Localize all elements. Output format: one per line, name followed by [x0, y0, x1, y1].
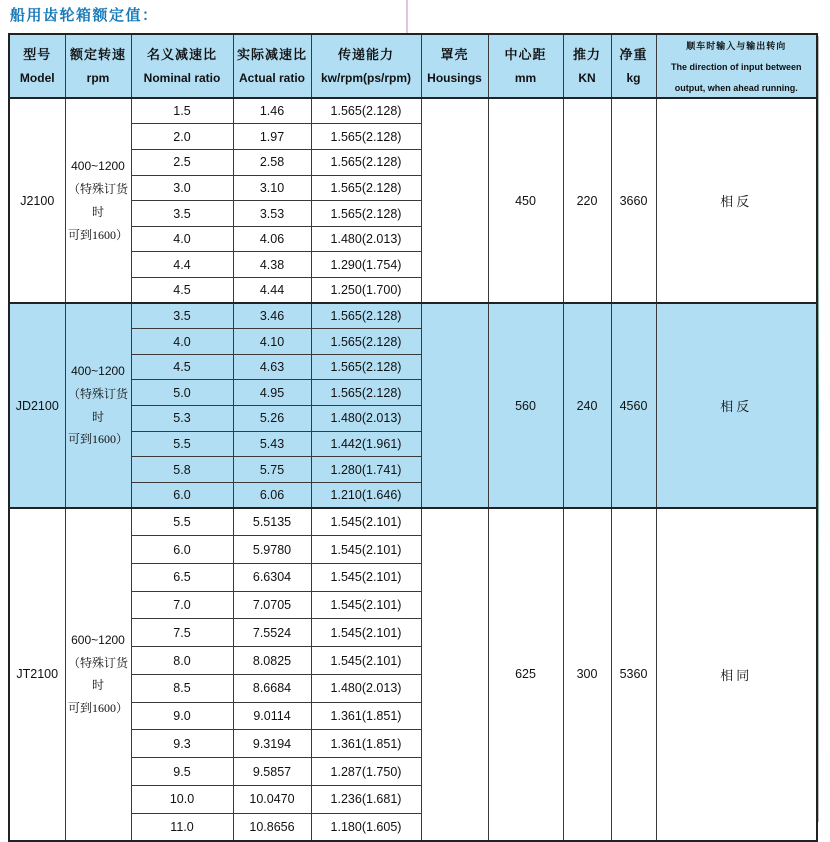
actual-cell: 10.0470	[233, 785, 311, 813]
actual-cell: 7.0705	[233, 591, 311, 619]
capacity-cell: 1.565(2.128)	[311, 124, 421, 150]
header-center-distance-zh: 中心距	[504, 47, 547, 62]
nominal-cell: 8.5	[131, 674, 233, 702]
nominal-cell: 9.5	[131, 758, 233, 786]
nominal-cell: 5.0	[131, 380, 233, 406]
rpm-line: （特殊订货时	[67, 386, 128, 424]
thrust-cell: 300	[563, 508, 611, 841]
rpm-line: 可到1600）	[67, 701, 128, 716]
rpm-line: 可到1600）	[67, 227, 128, 242]
group-jd2100	[9, 303, 817, 508]
header-nominal-ratio	[131, 34, 233, 98]
actual-cell: 4.38	[233, 252, 311, 278]
header-model	[9, 34, 65, 98]
group-j2100	[9, 98, 817, 303]
nominal-cell: 7.0	[131, 591, 233, 619]
nominal-cell: 2.0	[131, 124, 233, 150]
nominal-cell: 3.0	[131, 175, 233, 201]
header-thrust-zh: 推力	[572, 47, 601, 62]
nominal-cell: 5.8	[131, 457, 233, 483]
header-actual-ratio	[233, 34, 311, 98]
rpm-line: 400~1200	[71, 159, 125, 174]
table-row	[9, 508, 817, 536]
capacity-cell: 1.480(2.013)	[311, 226, 421, 252]
header-thrust	[563, 34, 611, 98]
nominal-cell: 8.0	[131, 647, 233, 675]
housings-cell	[421, 508, 488, 841]
actual-cell: 1.97	[233, 124, 311, 150]
header-direction-en-line2: output, when ahead running.	[674, 82, 798, 93]
header-model-zh: 型号	[23, 47, 52, 62]
nominal-cell: 5.5	[131, 431, 233, 457]
header-housings	[421, 34, 488, 98]
capacity-cell: 1.545(2.101)	[311, 647, 421, 675]
actual-cell: 4.63	[233, 354, 311, 380]
nominal-cell: 3.5	[131, 201, 233, 227]
actual-cell: 10.8656	[233, 813, 311, 841]
actual-cell: 4.44	[233, 278, 311, 304]
weight-cell: 4560	[611, 303, 656, 508]
actual-cell: 5.9780	[233, 536, 311, 564]
actual-cell: 4.95	[233, 380, 311, 406]
nominal-cell: 6.5	[131, 563, 233, 591]
nominal-cell: 10.0	[131, 785, 233, 813]
actual-cell: 6.6304	[233, 563, 311, 591]
header-capacity-zh: 传递能力	[337, 47, 394, 62]
rpm-line: 400~1200	[71, 363, 125, 378]
rated-speed-cell	[65, 508, 131, 841]
header-model-en: Model	[19, 71, 55, 86]
direction-cell: 相反	[656, 98, 817, 303]
header-actual-ratio-zh: 实际减速比	[236, 47, 307, 62]
rated-speed-cell	[65, 303, 131, 508]
direction-cell: 相同	[656, 508, 817, 841]
header-thrust-en: KN	[578, 71, 596, 86]
capacity-cell: 1.565(2.128)	[311, 201, 421, 227]
rpm-line: 可到1600）	[67, 432, 128, 447]
actual-cell: 6.06	[233, 482, 311, 508]
capacity-cell: 1.236(1.681)	[311, 785, 421, 813]
actual-cell: 5.5135	[233, 508, 311, 536]
actual-cell: 3.10	[233, 175, 311, 201]
capacity-cell: 1.565(2.128)	[311, 98, 421, 124]
capacity-cell: 1.565(2.128)	[311, 175, 421, 201]
actual-cell: 2.58	[233, 150, 311, 176]
actual-cell: 3.53	[233, 201, 311, 227]
thrust-cell: 220	[563, 98, 611, 303]
header-capacity	[311, 34, 421, 98]
capacity-cell: 1.565(2.128)	[311, 150, 421, 176]
table-row	[9, 98, 817, 124]
nominal-cell: 4.0	[131, 329, 233, 355]
actual-cell: 9.3194	[233, 730, 311, 758]
header-housings-zh: 罩壳	[440, 47, 469, 62]
actual-cell: 1.46	[233, 98, 311, 124]
capacity-cell: 1.480(2.013)	[311, 674, 421, 702]
header-capacity-en: kw/rpm(ps/rpm)	[320, 71, 411, 86]
capacity-cell: 1.442(1.961)	[311, 431, 421, 457]
capacity-cell: 1.565(2.128)	[311, 303, 421, 329]
capacity-cell: 1.545(2.101)	[311, 536, 421, 564]
nominal-cell: 5.3	[131, 406, 233, 432]
actual-cell: 4.06	[233, 226, 311, 252]
capacity-cell: 1.545(2.101)	[311, 591, 421, 619]
housings-cell	[421, 303, 488, 508]
header-direction-en-line1: The direction of input between	[671, 61, 802, 72]
nominal-cell: 2.5	[131, 150, 233, 176]
header-direction-zh: 顺车时输入与输出转向	[686, 41, 787, 51]
header-row	[9, 34, 817, 98]
nominal-cell: 1.5	[131, 98, 233, 124]
group-jt2100	[9, 508, 817, 841]
table-row	[9, 303, 817, 329]
actual-cell: 9.0114	[233, 702, 311, 730]
table-header	[9, 34, 817, 98]
header-rated-speed-en: rpm	[86, 71, 110, 86]
capacity-cell: 1.565(2.128)	[311, 354, 421, 380]
nominal-cell: 6.0	[131, 536, 233, 564]
header-rated-speed	[65, 34, 131, 98]
nominal-cell: 4.4	[131, 252, 233, 278]
capacity-cell: 1.180(1.605)	[311, 813, 421, 841]
actual-cell: 5.43	[233, 431, 311, 457]
capacity-cell: 1.361(1.851)	[311, 702, 421, 730]
nominal-cell: 9.0	[131, 702, 233, 730]
gearbox-ratings-table	[8, 33, 818, 842]
nominal-cell: 5.5	[131, 508, 233, 536]
rpm-line: （特殊订货时	[67, 655, 128, 693]
actual-cell: 5.75	[233, 457, 311, 483]
header-center-distance	[488, 34, 563, 98]
rpm-line: （特殊订货时	[67, 181, 128, 219]
weight-cell: 3660	[611, 98, 656, 303]
header-housings-en: Housings	[427, 71, 482, 86]
header-actual-ratio-en: Actual ratio	[238, 71, 305, 86]
capacity-cell: 1.210(1.646)	[311, 482, 421, 508]
capacity-cell: 1.565(2.128)	[311, 329, 421, 355]
nominal-cell: 11.0	[131, 813, 233, 841]
thrust-cell: 240	[563, 303, 611, 508]
model-cell: JT2100	[9, 508, 65, 841]
header-net-weight	[611, 34, 656, 98]
scan-artifact-pink-line	[406, 0, 408, 33]
actual-cell: 8.6684	[233, 674, 311, 702]
actual-cell: 9.5857	[233, 758, 311, 786]
model-cell: J2100	[9, 98, 65, 303]
center-distance-cell: 560	[488, 303, 563, 508]
housings-cell	[421, 98, 488, 303]
capacity-cell: 1.480(2.013)	[311, 406, 421, 432]
nominal-cell: 7.5	[131, 619, 233, 647]
capacity-cell: 1.545(2.101)	[311, 508, 421, 536]
capacity-cell: 1.250(1.700)	[311, 278, 421, 304]
header-rated-speed-zh: 额定转速	[69, 47, 126, 62]
header-net-weight-en: kg	[626, 71, 641, 86]
direction-cell: 相反	[656, 303, 817, 508]
actual-cell: 5.26	[233, 406, 311, 432]
model-cell: JD2100	[9, 303, 65, 508]
center-distance-cell: 625	[488, 508, 563, 841]
actual-cell: 8.0825	[233, 647, 311, 675]
header-nominal-ratio-zh: 名义减速比	[146, 47, 217, 62]
rated-speed-cell	[65, 98, 131, 303]
actual-cell: 3.46	[233, 303, 311, 329]
nominal-cell: 3.5	[131, 303, 233, 329]
header-net-weight-zh: 净重	[619, 47, 648, 62]
center-distance-cell: 450	[488, 98, 563, 303]
header-nominal-ratio-en: Nominal ratio	[143, 71, 221, 86]
capacity-cell: 1.545(2.101)	[311, 619, 421, 647]
weight-cell: 5360	[611, 508, 656, 841]
nominal-cell: 4.5	[131, 354, 233, 380]
header-direction	[656, 34, 817, 98]
capacity-cell: 1.545(2.101)	[311, 563, 421, 591]
capacity-cell: 1.361(1.851)	[311, 730, 421, 758]
actual-cell: 4.10	[233, 329, 311, 355]
page-title: 船用齿轮箱额定值：	[10, 8, 159, 24]
nominal-cell: 4.5	[131, 278, 233, 304]
nominal-cell: 4.0	[131, 226, 233, 252]
nominal-cell: 9.3	[131, 730, 233, 758]
capacity-cell: 1.565(2.128)	[311, 380, 421, 406]
capacity-cell: 1.280(1.741)	[311, 457, 421, 483]
header-center-distance-en: mm	[514, 71, 537, 86]
actual-cell: 7.5524	[233, 619, 311, 647]
rpm-line: 600~1200	[71, 632, 125, 647]
nominal-cell: 6.0	[131, 482, 233, 508]
capacity-cell: 1.290(1.754)	[311, 252, 421, 278]
capacity-cell: 1.287(1.750)	[311, 758, 421, 786]
